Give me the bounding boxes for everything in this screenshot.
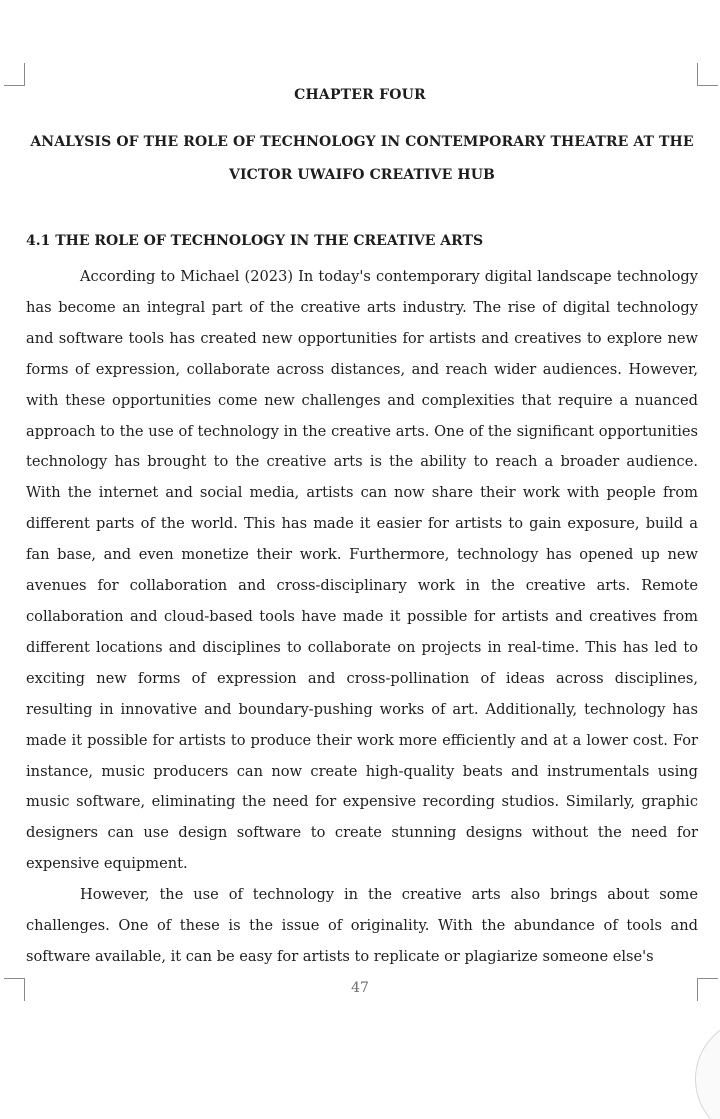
chapter-subtitle: ANALYSIS OF THE ROLE OF TECHNOLOGY IN CONTEMPORARY THEATRE AT THE VICTOR UWAIFO CREATIVE HUB <box>30 134 694 183</box>
crop-mark-top-right <box>697 63 718 86</box>
paragraph: According to Michael (2023) In today's contemporary digital landscape technology has become an integral part of the creative arts industry. The rise of digital technology and software tools has created new opportunities for artists and creatives to explore new forms of expression, collaborate across distances, and reach wider audiences. However, with these opportunities come new challenges and complexities that require a nuanced approach to the use of technology in the creative arts. One of the significant opportunities technology has brought to the creative arts is the ability to reach a broader audience. With the internet and social media, artists can now share their work with people from different parts of the world. This has made it easier for artists to gain exposure, build a fan base, and even monetize their work. Furthermore, technology has opened up new avenues for collaboration and cross-disciplinary work in the creative arts. Remote collaboration and cloud-based tools have made it possible for artists and creatives from different locations and disciplines to collaborate on projects in real-time. This has led to exciting new forms of expression and cross-pollination of ideas across disciplines, resulting in innovative and boundary-pushing works of art. Additionally, technology has made it possible for artists to produce their work more efficiently and at a lower cost. For instance, music producers can now create high-quality beats and instrumentals using music software, eliminating the need for expensive recording studios. Similarly, graphic designers can use design software to create stunning designs without the need for expensive equipment. <box>26 268 698 873</box>
page-number: 47 <box>351 980 369 996</box>
chapter-title: CHAPTER FOUR <box>294 87 426 103</box>
paragraph: However, the use of technology in the creative arts also brings about some challenges. One of these is the issue of originality. With the abundance of tools and software available, it can be easy for artists to replicate or plagiarize someone else's <box>26 886 698 965</box>
crop-mark-top-left <box>4 63 25 86</box>
page-edge-curl <box>695 1018 720 1119</box>
section-heading: 4.1 THE ROLE OF TECHNOLOGY IN THE CREATIVE ARTS <box>26 233 484 249</box>
body-text <box>26 262 698 973</box>
